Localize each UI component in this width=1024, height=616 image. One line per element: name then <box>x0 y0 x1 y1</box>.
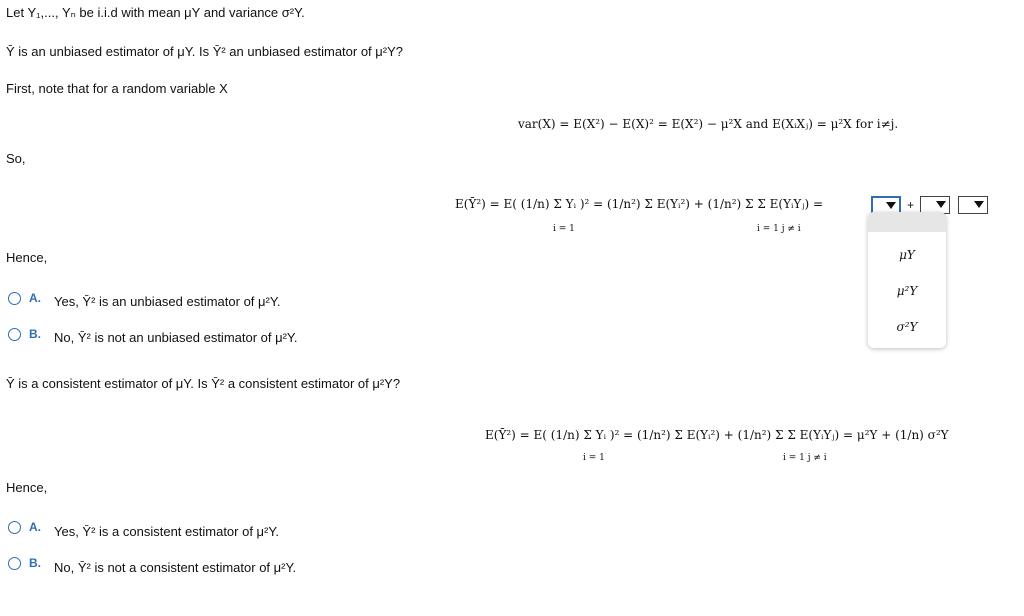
chevron-down-icon <box>886 202 896 209</box>
dropdown-option-sigma-squared[interactable]: σ²Y <box>896 320 918 334</box>
radio-part1-b[interactable] <box>8 328 21 341</box>
dropdown-menu <box>868 212 946 348</box>
radio-part1-a[interactable] <box>8 292 21 305</box>
variance-identity: var(X) = E(X²) − E(X)² = E(X²) − μ²X and E(XᵢXⱼ) = μ²X for i≠j. <box>518 117 899 131</box>
chevron-down-icon <box>974 201 984 208</box>
option-letter: B. <box>29 327 41 341</box>
option-text[interactable]: Yes, Ȳ² is a consistent estimator of μ²Y. <box>54 524 279 539</box>
option-text[interactable]: Yes, Ȳ² is an unbiased estimator of μ²Y. <box>54 294 281 309</box>
answer-dropdown-3[interactable] <box>958 196 988 214</box>
dropdown-option-mu[interactable]: μY <box>899 248 915 262</box>
first-note: First, note that for a random variable X <box>6 81 228 96</box>
option-letter: B. <box>29 556 41 570</box>
option-letter: A. <box>29 291 41 305</box>
radio-part2-b[interactable] <box>8 557 21 570</box>
question-2: Ȳ is a consistent estimator of μY. Is Ȳ² a consistent estimator of μ²Y? <box>6 376 401 391</box>
chevron-down-icon <box>936 201 946 208</box>
sum-limit-1b: i = 1 <box>583 453 605 463</box>
option-text[interactable]: No, Ȳ² is not a consistent estimator of μ²Y. <box>54 560 297 575</box>
dropdown-menu-header <box>868 212 946 232</box>
intro-line: Let Y₁,..., Yₙ be i.i.d with mean μY and variance σ²Y. <box>6 5 305 20</box>
option-letter: A. <box>29 520 41 534</box>
question-1: Ȳ is an unbiased estimator of μY. Is Ȳ² an unbiased estimator of μ²Y? <box>6 44 404 59</box>
expectation-equation: E(Ȳ²) = E( (1/n) Σ Yᵢ )² = (1/n²) Σ E(Yᵢ²) + (1/n²) Σ Σ E(YᵢYⱼ) = <box>455 197 824 211</box>
sum-limit-1: i = 1 <box>553 224 575 234</box>
sum-limit-2b: i = 1 j ≠ i <box>783 453 827 463</box>
dropdown-option-mu-squared[interactable]: μ²Y <box>896 284 918 298</box>
second-expectation-equation: E(Ȳ²) = E( (1/n) Σ Yᵢ )² = (1/n²) Σ E(Yᵢ²) + (1/n²) Σ Σ E(YᵢYⱼ) = μ²Y + (1/n) σ²Y <box>485 428 949 442</box>
hence-label-2: Hence, <box>6 480 48 495</box>
so-label: So, <box>6 151 26 166</box>
radio-part2-a[interactable] <box>8 521 21 534</box>
plus-sign: + <box>907 198 915 212</box>
hence-label-1: Hence, <box>6 250 48 265</box>
option-text[interactable]: No, Ȳ² is not an unbiased estimator of μ²Y. <box>54 330 298 345</box>
sum-limit-2: i = 1 j ≠ i <box>757 224 801 234</box>
